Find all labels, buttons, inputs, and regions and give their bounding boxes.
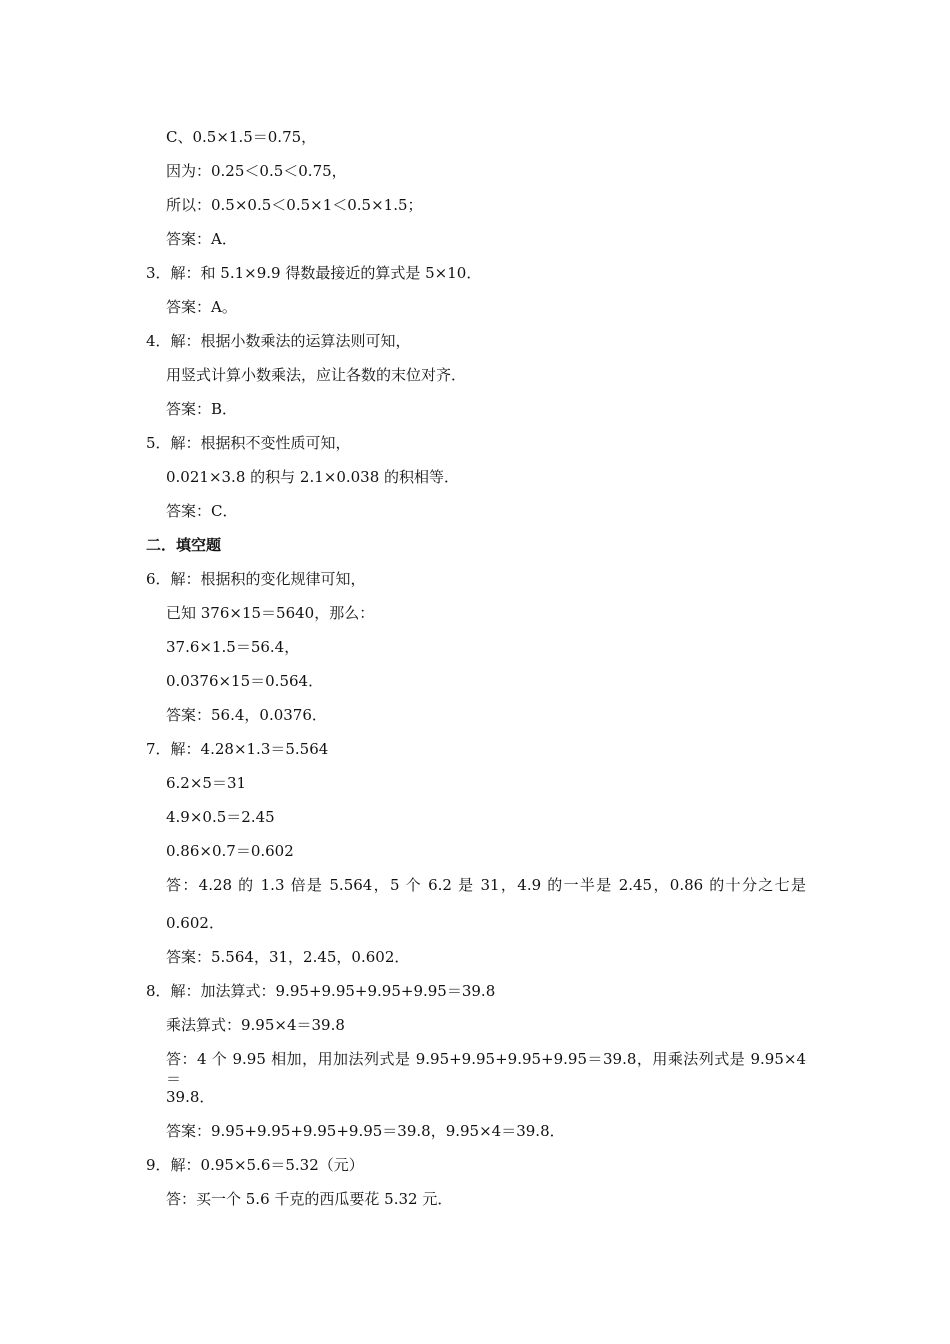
text-line: 已知 376×15＝5640，那么： [166,604,375,622]
solution-5: 5．解：根据积不变性质可知， [146,434,351,452]
solution-7: 7．解：4.28×1.3＝5.564 [146,740,329,758]
text-line: 6.2×5＝31 [166,774,247,792]
text-line: 答：4 个 9.95 相加，用加法列式是 9.95+9.95+9.95+9.95＝39.8，用乘法列式是 9.95×4＝ [166,1050,806,1088]
text-line: 37.6×1.5＝56.4， [166,638,300,656]
answer-line: 答案：A。 [166,298,237,316]
text-line: 39.8． [166,1088,215,1106]
answer-line: 答案：9.95+9.95+9.95+9.95＝39.8，9.95×4＝39.8． [166,1122,565,1140]
answer-line: 答案：56.4，0.0376． [166,706,327,724]
section-heading: 二．填空题 [146,536,222,554]
text-line: 所以：0.5×0.5＜0.5×1＜0.5×1.5； [166,196,423,214]
solution-8: 8．解：加法算式：9.95+9.95+9.95+9.95＝39.8 [146,982,496,1000]
text-line: 0.86×0.7＝0.602 [166,842,294,860]
answer-line: 答案：5.564，31，2.45，0.602． [166,948,410,966]
text-line: 答：4.28 的 1.3 倍是 5.564，5 个 6.2 是 31，4.9 的一半是 2.45，0.86 的十分之七是 [166,876,806,894]
text-line: 0.602． [166,914,224,932]
text-line: 4.9×0.5＝2.45 [166,808,275,826]
solution-4: 4．解：根据小数乘法的运算法则可知， [146,332,411,350]
text-line: 用竖式计算小数乘法，应让各数的末位对齐． [166,366,467,384]
answer-line: 答案：C． [166,502,238,520]
solution-9: 9．解：0.95×5.6＝5.32（元） [146,1156,364,1174]
text-line: 0.021×3.8 的积与 2.1×0.038 的积相等． [166,468,460,486]
text-line: C、0.5×1.5＝0.75， [166,128,317,146]
text-line: 0.0376×15＝0.564． [166,672,324,690]
answer-line: 答案：A． [166,230,237,248]
solution-3: 3．解：和 5.1×9.9 得数最接近的算式是 5×10． [146,264,482,282]
solution-6: 6．解：根据积的变化规律可知， [146,570,366,588]
text-line: 因为：0.25＜0.5＜0.75， [166,162,347,180]
text-line: 答：买一个 5.6 千克的西瓜要花 5.32 元． [166,1190,453,1208]
answer-line: 答案：B． [166,400,238,418]
text-line: 乘法算式：9.95×4＝39.8 [166,1016,345,1034]
